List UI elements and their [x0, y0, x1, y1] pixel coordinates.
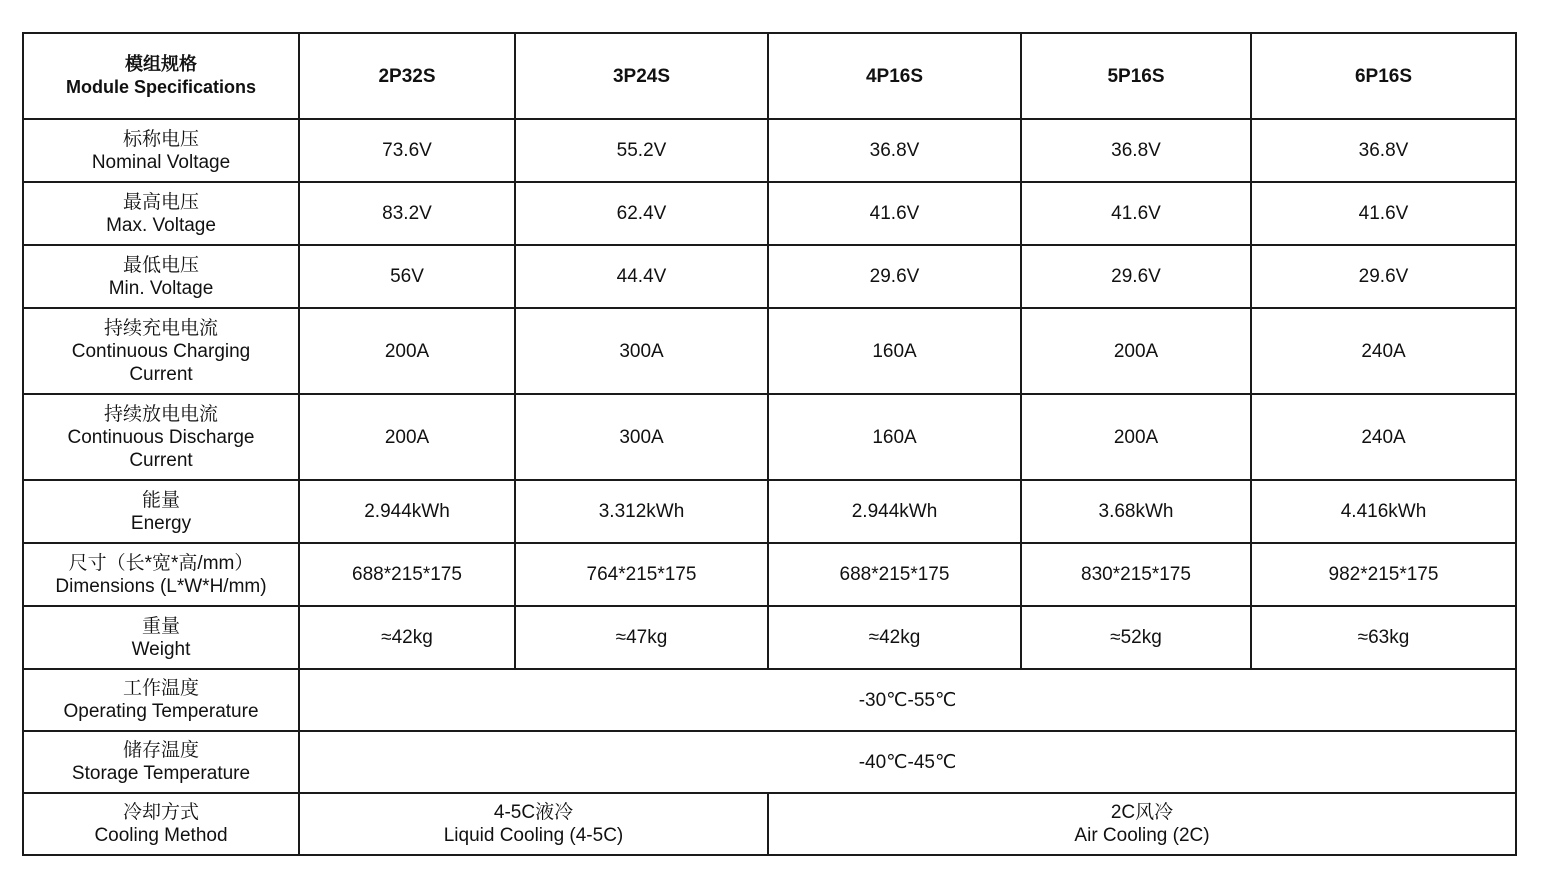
value-cell: 3.68kWh	[1021, 480, 1251, 543]
row-label-en: Storage Temperature	[71, 763, 251, 784]
value-cell: 982*215*175	[1251, 543, 1516, 606]
value-cell: 44.4V	[515, 245, 768, 308]
value-cell: 41.6V	[768, 182, 1021, 245]
row-storage-temperature	[23, 731, 1516, 793]
liquid-cooling-cell	[299, 793, 768, 855]
row-label-en: Weight	[131, 638, 191, 660]
row-label-en: Dimensions (L*W*H/mm)	[55, 575, 267, 597]
row-label-cn: 最低电压	[122, 254, 199, 276]
value-cell: 36.8V	[768, 119, 1021, 182]
value-cell: 688*215*175	[299, 543, 515, 606]
row-max-voltage	[23, 182, 1516, 245]
value-cell: 200A	[299, 394, 515, 480]
air-cooling-en: Air Cooling (2C)	[1074, 825, 1210, 846]
row-label-cn: 持续放电电流	[103, 403, 218, 425]
row-label-cn: 尺寸（长*宽*高/mm）	[68, 552, 254, 574]
row-cooling-method	[23, 793, 1516, 855]
row-label	[23, 793, 299, 855]
row-label	[23, 245, 299, 308]
row-label-en: Continuous Discharge	[67, 426, 255, 448]
row-label	[23, 543, 299, 606]
value-cell: 73.6V	[299, 119, 515, 182]
value-cell: 56V	[299, 245, 515, 308]
value-cell: 160A	[768, 308, 1021, 394]
row-label-cn: 重量	[141, 615, 180, 637]
value-cell: 41.6V	[1251, 182, 1516, 245]
row-label-cn: 工作温度	[122, 678, 199, 699]
row-label	[23, 119, 299, 182]
row-label-en: Current	[129, 363, 193, 385]
row-label-cn: 标称电压	[122, 128, 199, 150]
row-label	[23, 182, 299, 245]
value-cell: 55.2V	[515, 119, 768, 182]
value-cell: 764*215*175	[515, 543, 768, 606]
value-cell: 83.2V	[299, 182, 515, 245]
header-row	[23, 33, 1516, 119]
value-cell: 240A	[1251, 308, 1516, 394]
model-header-3p24s: 3P24S	[515, 33, 768, 119]
row-label-cn: 能量	[141, 489, 180, 511]
value-cell: 41.6V	[1021, 182, 1251, 245]
value-cell: 62.4V	[515, 182, 768, 245]
value-cell: ≈47kg	[515, 606, 768, 669]
value-cell: 29.6V	[1021, 245, 1251, 308]
value-cell: 3.312kWh	[515, 480, 768, 543]
model-header-5p16s: 5P16S	[1021, 33, 1251, 119]
value-cell: 4.416kWh	[1251, 480, 1516, 543]
header-label-cell	[23, 33, 299, 119]
row-continuous-charging-current	[23, 308, 1516, 394]
row-label	[23, 731, 299, 793]
value-cell: 29.6V	[768, 245, 1021, 308]
row-label	[23, 480, 299, 543]
row-dimensions	[23, 543, 1516, 606]
row-label-en: Continuous Charging	[71, 340, 251, 362]
value-cell: 160A	[768, 394, 1021, 480]
row-label-en: Operating Temperature	[63, 701, 259, 722]
header-label-en: Module Specifications	[65, 77, 257, 97]
header-label-cn: 模组规格	[125, 54, 197, 74]
row-energy	[23, 480, 1516, 543]
value-cell: ≈42kg	[768, 606, 1021, 669]
value-cell: 300A	[515, 308, 768, 394]
value-cell: 29.6V	[1251, 245, 1516, 308]
row-label	[23, 606, 299, 669]
air-cooling-cell	[768, 793, 1516, 855]
value-cell: 200A	[299, 308, 515, 394]
row-label	[23, 394, 299, 480]
row-label-en: Max. Voltage	[106, 214, 216, 236]
value-cell: 200A	[1021, 394, 1251, 480]
row-label	[23, 308, 299, 394]
row-label-en: Nominal Voltage	[91, 151, 231, 173]
value-cell: 2.944kWh	[768, 480, 1021, 543]
row-label-en: Min. Voltage	[108, 277, 214, 299]
storage-temperature-value: -40℃-45℃	[299, 731, 1516, 793]
row-label-cn: 持续充电电流	[103, 317, 218, 339]
row-label-en: Cooling Method	[94, 825, 228, 846]
row-weight	[23, 606, 1516, 669]
value-cell: 200A	[1021, 308, 1251, 394]
value-cell: 36.8V	[1251, 119, 1516, 182]
liquid-cooling-en: Liquid Cooling (4-5C)	[443, 825, 624, 846]
row-label-en: Current	[129, 449, 193, 471]
row-nominal-voltage	[23, 119, 1516, 182]
air-cooling-cn: 2C风冷	[1110, 802, 1174, 823]
liquid-cooling-cn: 4-5C液冷	[493, 802, 574, 823]
row-label-cn: 储存温度	[122, 740, 199, 761]
row-min-voltage	[23, 245, 1516, 308]
model-header-2p32s: 2P32S	[299, 33, 515, 119]
operating-temperature-value: -30℃-55℃	[299, 669, 1516, 731]
row-continuous-discharge-current	[23, 394, 1516, 480]
value-cell: ≈42kg	[299, 606, 515, 669]
value-cell: ≈63kg	[1251, 606, 1516, 669]
model-header-6p16s: 6P16S	[1251, 33, 1516, 119]
row-label-cn: 冷却方式	[122, 802, 199, 823]
value-cell: 2.944kWh	[299, 480, 515, 543]
row-label	[23, 669, 299, 731]
value-cell: 36.8V	[1021, 119, 1251, 182]
value-cell: ≈52kg	[1021, 606, 1251, 669]
value-cell: 300A	[515, 394, 768, 480]
value-cell: 240A	[1251, 394, 1516, 480]
row-label-cn: 最高电压	[122, 191, 199, 213]
model-header-4p16s: 4P16S	[768, 33, 1021, 119]
row-label-en: Energy	[130, 512, 192, 534]
module-spec-table	[22, 32, 1517, 856]
value-cell: 688*215*175	[768, 543, 1021, 606]
row-operating-temperature	[23, 669, 1516, 731]
value-cell: 830*215*175	[1021, 543, 1251, 606]
